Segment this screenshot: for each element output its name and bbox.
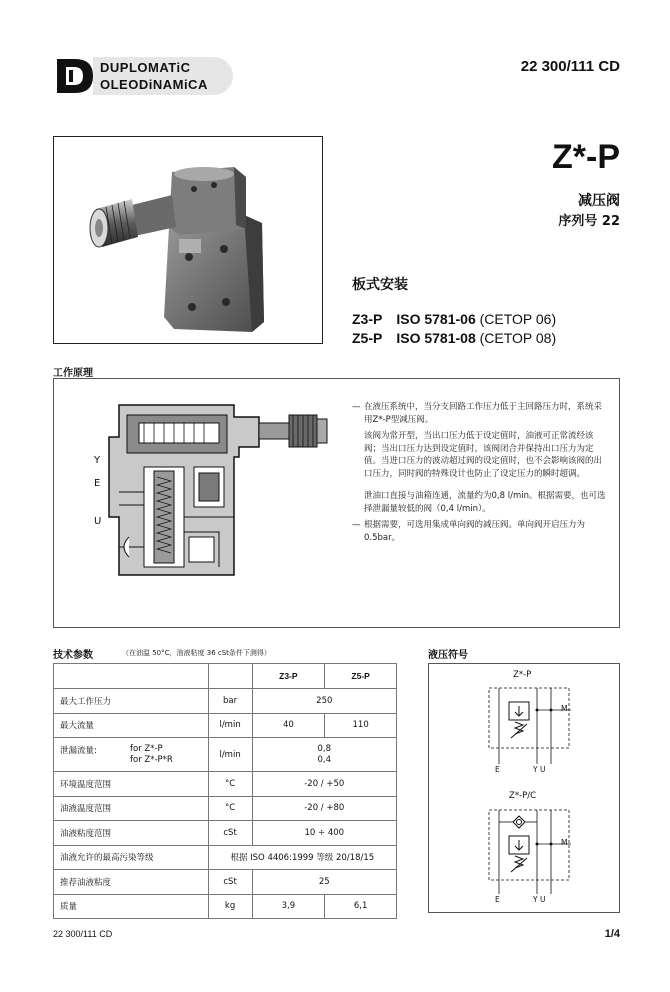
operation-text-4: [352, 519, 610, 544]
page-number: 1/4: [604, 928, 620, 940]
row-value: [252, 738, 396, 772]
row-label: 最大流量: [54, 713, 209, 738]
port-label-yu: Y U: [533, 765, 546, 774]
table-row: [54, 772, 397, 797]
table-row: [54, 870, 397, 895]
symbol-label: Z*-P: [513, 670, 532, 680]
row-unit: l/min: [208, 713, 252, 738]
logo-text-bottom: OLEODiNAMiCA: [100, 77, 208, 92]
model-line-z5: [352, 330, 556, 346]
port-label-u: U: [94, 516, 102, 527]
port-label-e: E: [94, 478, 101, 489]
row-label: 推荐油液粘度: [54, 870, 209, 895]
operation-paragraph: 根据需要，可选用集成单向阀的减压阀。单向阀开启压力为0.5bar。: [364, 520, 586, 543]
leakage-for-1: for Z*-P: [130, 743, 163, 754]
row-label: 油液温度范围: [54, 796, 209, 821]
row-value: 25: [252, 870, 396, 895]
model-iso: ISO 5781-06: [396, 311, 476, 327]
model-name: Z3-P: [352, 311, 383, 327]
operation-paragraph: 该阀为常开型，当出口压力低于设定值时，油液可正常流经该阀；当出口压力达到设定值时，该阀闭合并保持出口压力为定值。当进口压力的波动超过阀的设定值时，也不会影响该阀的出口压力，同时阀的特殊设计也防止了设定压力的瞬时超调。: [364, 431, 603, 479]
leakage-value-2: 0,4: [317, 754, 332, 765]
model-line-z3: [352, 311, 556, 327]
port-label-m: M: [561, 704, 568, 713]
table-row: [54, 689, 397, 714]
model-cetop: (CETOP 06): [479, 311, 557, 327]
operation-paragraph: 泄油口直接与油箱连通，流量约为0,8 l/min。根据需要，也可选择泄漏量较低的阀（0,4 l/min）。: [364, 491, 606, 514]
row-value: 3,9: [252, 894, 325, 919]
operation-text-3: [352, 490, 610, 515]
table-row: [54, 738, 397, 772]
leakage-label: 泄漏流量:: [60, 745, 97, 756]
product-code: Z*-P: [552, 138, 620, 176]
row-value: -20 / +80: [252, 796, 396, 821]
valve-photo-image: [54, 137, 322, 343]
operation-text-1: [352, 401, 610, 426]
specs-note: （在油温 50°C，油液粘度 36 cSt条件下测得）: [122, 649, 271, 657]
reducing-valve-check-symbol-icon: [479, 804, 589, 894]
dash-icon: —: [352, 402, 361, 412]
row-label: 油液允许的最高污染等级: [54, 845, 209, 870]
port-label-e: E: [495, 765, 500, 774]
symbols-box: [428, 663, 620, 913]
symbol-label: Z*-P/C: [509, 791, 537, 801]
table-row: [54, 821, 397, 846]
table-row: [54, 796, 397, 821]
row-value: 6,1: [325, 894, 397, 919]
row-label: 油液粘度范围: [54, 821, 209, 846]
mounting-type: 板式安装: [352, 277, 408, 293]
company-logo-icon: [55, 57, 95, 95]
operation-paragraph: 在液压系统中，当分支回路工作压力低于主回路压力时，系统采用Z*-P型减压阀。: [364, 402, 603, 425]
row-label: 最大工作压力: [54, 689, 209, 714]
row-unit: kg: [208, 894, 252, 919]
specs-table: [53, 663, 397, 919]
column-header: Z3-P: [252, 664, 325, 689]
port-label-y: Y: [94, 455, 101, 466]
product-photo: [53, 136, 323, 344]
column-header: Z5-P: [325, 664, 397, 689]
row-value: 40: [252, 713, 325, 738]
row-unit: cSt: [208, 821, 252, 846]
row-unit: cSt: [208, 870, 252, 895]
row-value: 250: [252, 689, 396, 714]
row-value: 110: [325, 713, 397, 738]
row-value: -20 / +50: [252, 772, 396, 797]
row-label: 环境温度范围: [54, 772, 209, 797]
section-title-specs: 技术参数: [53, 650, 93, 661]
row-unit: l/min: [208, 738, 252, 772]
table-row: [54, 713, 397, 738]
model-name: Z5-P: [352, 330, 383, 346]
row-label: 质量: [54, 894, 209, 919]
port-label-e: E: [495, 895, 500, 904]
row-label: [54, 738, 209, 772]
model-cetop: (CETOP 08): [479, 330, 557, 346]
product-name: 减压阀: [578, 193, 620, 209]
port-label-yu: Y U: [533, 895, 546, 904]
row-unit: °C: [208, 796, 252, 821]
operation-text-2: [352, 430, 610, 480]
model-iso: ISO 5781-08: [396, 330, 476, 346]
section-title-operation: 工作原理: [53, 368, 93, 379]
section-title-symbols: 液压符号: [428, 650, 468, 661]
row-value: 根据 ISO 4406:1999 等级 20/18/15: [208, 845, 396, 870]
row-value: 10 ÷ 400: [252, 821, 396, 846]
document-number: 22 300/111 CD: [520, 58, 620, 75]
table-header-row: [54, 664, 397, 689]
product-series: 序列号 22: [558, 214, 620, 229]
footer-doc-number: 22 300/111 CD: [53, 929, 113, 939]
reducing-valve-symbol-icon: [479, 682, 589, 764]
table-row: [54, 894, 397, 919]
row-unit: °C: [208, 772, 252, 797]
logo-text-top: DUPLOMATiC: [100, 60, 191, 75]
dash-icon: —: [352, 520, 361, 530]
row-unit: bar: [208, 689, 252, 714]
table-row: [54, 845, 397, 870]
leakage-value-1: 0,8: [317, 743, 332, 754]
leakage-for-2: for Z*-P*R: [130, 754, 173, 765]
port-label-m: M: [561, 838, 568, 847]
section-drawing-image: [99, 397, 369, 582]
